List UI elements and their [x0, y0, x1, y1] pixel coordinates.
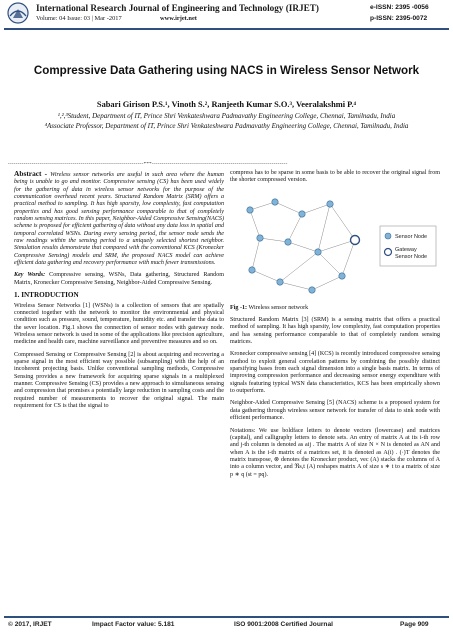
section-heading-introduction: 1. INTRODUCTION	[14, 291, 79, 300]
right-column	[230, 170, 440, 484]
paragraph-srm: Structured Random Matrix [3] (SRM) is a sensing matrix that offers a practical method of sampling. It has high sparsity, low complexity, fast computation properties and has sensing performance comparable to that of completely random sensing matrices.	[230, 317, 440, 346]
volume-issue: Volume: 04 Issue: 03 | Mar -2017	[36, 15, 122, 22]
figure-caption	[230, 305, 440, 312]
intro-paragraph-2: Compressed Sensing or Compressive Sensing [2] is about acquiring and recovering a sparse signal in the most efficient way possible (subsampling) with the help of an incoherent projecting basis. Unlike conventional sampling methods, Compressive Sensing provides a new framework for acquiring sparse signals in a multiplexed manner. Compressive Sensing (CS) provides a new approach to simultaneous sensing and compression that promises a potentially large reduction in sampling costs and the required number of measurements to recover the original signal. The main requirement for CS is that the signal to	[14, 351, 224, 409]
journal-title: International Research Journal of Engineering and Technology (IRJET)	[36, 3, 319, 13]
footer-page-number: Page 909	[400, 621, 429, 628]
legend-gateway-line2: Sensor Node	[395, 253, 428, 260]
paragraph-kcs: Kronecker compressive sensing [4] (KCS) is recently introduced compressive sensing method to exploit general correlation patterns by combining the possibly distinct sparsifying bases from each signal dimension into a single basis matrix. In terms of improving compression performance and decreasing sensor energy expenditure with signals featuring typical WSN data characteristics, KCS has been empirically shown to outperform.	[230, 351, 440, 395]
footer-copyright: © 2017, IRJET	[8, 621, 52, 628]
p-issn: p-ISSN: 2395-0072	[370, 15, 428, 22]
affiliations	[10, 112, 443, 131]
footer-divider	[4, 616, 449, 618]
abstract	[14, 170, 224, 267]
paragraph-notation: Notations: We use boldface letters to denote vectors (lowercase) and matrices (capital), and calligraphy letters to denote sets. An entry of matrix A at its i-th row and j-th column is denoted as aij . The matrix A of size N × N is denoted as AN and when A is the i-th matrix of a matrices set, it is denoted as A(i) . (·)T denotes the matrix transpose, ⊗ denotes the Kronecker product, vec (A) stacks the columns of A into a column vector, and ℜs,t (A) reshapes matrix A of size s ∗ t to a matrix of size p ∗ q (st = pq).	[230, 427, 440, 478]
header-divider	[4, 28, 449, 30]
e-issn: e-ISSN: 2395 -0056	[370, 4, 429, 11]
wsn-figure	[230, 190, 440, 302]
paragraph-nacs: Neighbor-Aided Compressive Sensing [5] (NACS) scheme is a proposed system for data gathering through wireless sensor network for transfer of data to sink node with efficient performance.	[230, 400, 440, 422]
section-separator: ---------------------------------------------------------------------***---------------------------------------------------------------------	[8, 162, 288, 167]
figure-caption-label: Fig -1:	[230, 304, 248, 311]
journal-url[interactable]: www.irjet.net	[160, 15, 197, 22]
paper-authors: Sabari Girison P.S.¹, Vinoth S.², Ranjeeth Kumar S.O.³, Veeralakshmi P.⁴	[96, 100, 357, 109]
footer-iso: ISO 9001:2008 Certified Journal	[234, 621, 333, 628]
intro-paragraph-1: Wireless Sensor Networks [1] (WSNs) is a collection of sensors that are spatially connected together with the network to monitor the environmental and physical condition such as pressure, sound, temperature, humidity etc. and transfer the data to the sever location. Fig.1 shows the connection of sensor nodes with gateway node. Wireless sensor network is used in some of the applications like precision agriculture, medicine and health care, machine surveillance and preventive measures and so on.	[14, 302, 224, 346]
legend-sensor-node: Sensor Node	[395, 233, 428, 240]
abstract-label: Abstract -	[14, 169, 51, 178]
paper-title: Compressive Data Gathering using NACS in Wireless Sensor Network	[33, 64, 420, 77]
keywords-text: Compressive sensing, WSNs, Data gathering, Structured Random Matrix, Kronecker Compressive Sensing, Neighbor-Aided Compressive Sensing.	[14, 272, 224, 286]
keywords	[14, 272, 224, 287]
left-column	[14, 170, 224, 415]
figure-caption-text: Wireless sensor network	[247, 304, 309, 311]
affiliation-professor: ⁴Associate Professor, Department of IT, Prince Shri Venkateshwara Padmavathy Engineering College, Chennai, Tamilnadu, India	[44, 121, 409, 130]
volume-info	[36, 15, 197, 22]
paragraph-continuation: compress has to be sparse in some basis to be able to recover the original signal from the shorter compressed version.	[230, 170, 440, 184]
keywords-label: Key Words:	[14, 272, 50, 279]
legend-gateway-line1: Gateway	[395, 246, 417, 253]
footer-impact-factor: Impact Factor value: 5.181	[92, 621, 175, 628]
wsn-diagram	[230, 190, 440, 302]
irjet-logo-icon	[5, 2, 31, 24]
affiliation-students: ¹,²,³Student, Department of IT, Prince Shri Venkateshwara Padmavathy Engineering College, Chennai, Tamilnadu, India	[57, 112, 396, 120]
abstract-text: Wireless sensor networks are useful in such area where the human being is unable to go and monitor. Compressive sensing (CS) has been used widely for the gathering of data in wireless sensor networks for the purpose of the communication overhead recent years. Structured Random Matrix (SRM) offers a practical method to sampling. It has high sparsity, low complexity, fast computation properties and has good sensing performance comparable to that of completely random sensing matrices. In this paper, Neighbor-Aided Compressive Sensing(NACS) scheme is proposed for efficient gathering of data without any data loss in spatial and temporal correlated WSNs. During every sensing period, the sensor node sends the raw readings within the sensing period to a uniquely selected shortest neighbor. Simulation results demonstrate that compared with the conventional KCS (Kronecker Compressive Sensing) models and SRM, the proposed NACS model can achieve efficient data gathering and recovery performance with much fewer transmissions.	[14, 172, 224, 267]
journal-header	[0, 0, 453, 27]
